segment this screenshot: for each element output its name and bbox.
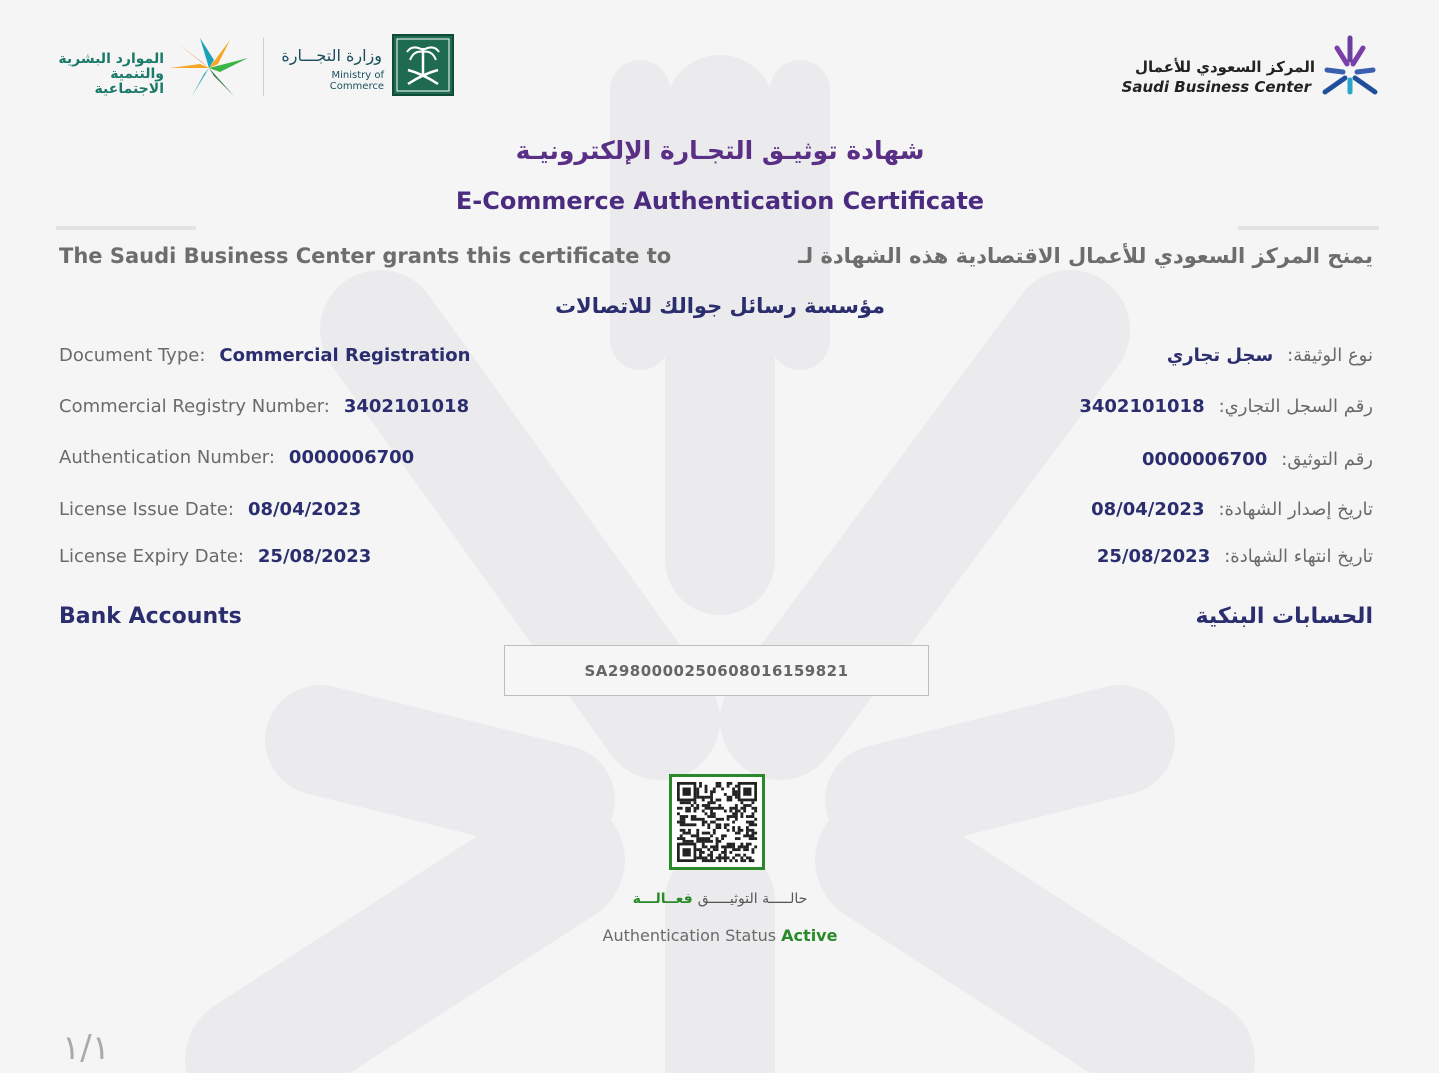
field-label: تاريخ إصدار الشهادة: [1218, 499, 1373, 520]
field-label: رقم التوثيق: [1281, 449, 1373, 470]
field-document-type-en [59, 345, 470, 366]
field-value: 0000006700 [1142, 449, 1268, 470]
sbc-logo [1120, 34, 1385, 98]
certificate-title-en: E-Commerce Authentication Certificate [455, 187, 985, 215]
field-label: Authentication Number: [59, 447, 275, 468]
field-authentication-number-en [59, 447, 414, 468]
field-label: تاريخ انتهاء الشهادة: [1224, 546, 1373, 567]
status-label-en: Authentication Status [602, 926, 777, 945]
company-name: مؤسسة رسائل جوالك للاتصالات [554, 294, 886, 318]
field-registry-number-ar [1079, 396, 1373, 417]
saudi-emblem-icon [392, 34, 454, 96]
sbc-name-ar: المركز السعودي للأعمال [1135, 58, 1315, 76]
field-issue-date-ar [1091, 499, 1373, 520]
hrsd-name-line2: والتنمية الاجتماعية [94, 66, 164, 97]
status-value-en: Active [781, 926, 838, 945]
field-registry-number-en [59, 396, 469, 417]
hrsd-star-icon [170, 38, 248, 98]
title-rule-left [56, 226, 196, 230]
hrsd-logo [46, 38, 251, 98]
qr-code[interactable] [669, 774, 765, 870]
grant-statement-en: The Saudi Business Center grants this certificate to [59, 244, 672, 268]
grant-statement-ar: يمنح المركز السعودي للأعمال الاقتصادية هذه الشهادة لـ [798, 244, 1373, 268]
field-issue-date-en [59, 499, 361, 520]
bank-accounts-title-en: Bank Accounts [59, 604, 242, 629]
field-expiry-date-ar [1097, 546, 1373, 567]
field-value: Commercial Registration [219, 345, 471, 366]
field-value: 3402101018 [1079, 396, 1205, 417]
field-value: 08/04/2023 [247, 499, 362, 520]
field-value: 25/08/2023 [1096, 546, 1211, 567]
header-logo-divider [263, 38, 264, 96]
field-expiry-date-en [59, 546, 371, 567]
iban-value: SA2980000250608016159821 [584, 661, 849, 680]
status-ar [560, 888, 880, 907]
status-label-ar: حالـــــة التوثيـــــق [697, 891, 808, 907]
field-label: Commercial Registry Number: [59, 396, 330, 417]
moc-name-en: Ministry of Commerce [329, 70, 384, 92]
field-label: License Expiry Date: [59, 546, 244, 567]
moc-logo [274, 34, 456, 98]
status-value-ar: فعــالـــة [632, 891, 693, 907]
moc-name-ar: وزارة التجـــارة [281, 46, 382, 65]
status-en [560, 926, 880, 945]
field-value: 25/08/2023 [257, 546, 372, 567]
field-label: نوع الوثيقة: [1287, 345, 1373, 366]
field-value: 08/04/2023 [1091, 499, 1205, 520]
hrsd-name-line1: الموارد البشرية [58, 51, 164, 67]
page-number: ١/١ [62, 1028, 110, 1068]
field-value: 3402101018 [343, 396, 470, 417]
bank-accounts-title-ar: الحسابات البنكية [1195, 604, 1373, 629]
field-authentication-number-ar [1142, 449, 1373, 470]
field-label: رقم السجل التجاري: [1218, 396, 1373, 417]
sbc-star-icon [1319, 34, 1381, 96]
sbc-name-en: Saudi Business Center [1121, 78, 1311, 96]
title-rule-right [1238, 226, 1379, 230]
field-value: سجل تجاري [1166, 345, 1274, 366]
certificate-title-ar: شهادة توثيـق التجـارة الإلكترونيـة [515, 136, 925, 165]
field-document-type-ar [1167, 345, 1373, 366]
field-value: 0000006700 [288, 447, 415, 468]
iban-box [504, 645, 929, 696]
field-label: License Issue Date: [59, 499, 234, 520]
field-label: Document Type: [59, 345, 206, 366]
